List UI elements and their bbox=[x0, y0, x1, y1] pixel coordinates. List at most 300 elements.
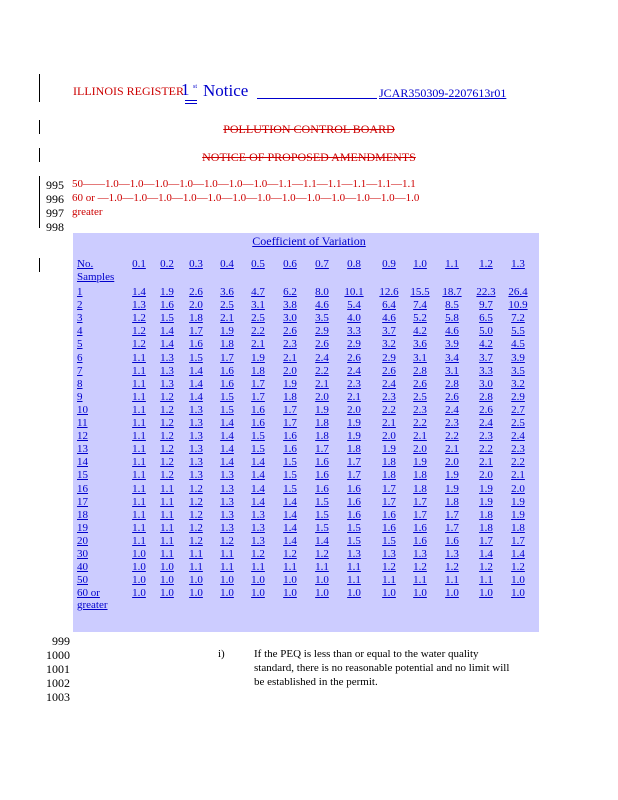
table-cell: 1.3 bbox=[160, 351, 174, 364]
table-cell: 2.1 bbox=[511, 469, 525, 482]
table-cell: 1.3 bbox=[251, 508, 265, 521]
table-cell: 1.3 bbox=[382, 548, 396, 560]
table-cell: 2.3 bbox=[382, 390, 396, 403]
table-cell: 2.4 bbox=[347, 364, 361, 377]
table-cell: 1.9 bbox=[315, 403, 329, 416]
table-cell: 2.2 bbox=[445, 430, 459, 443]
table-cell: 3.0 bbox=[479, 377, 493, 390]
table-cell: 4.5 bbox=[511, 338, 525, 351]
jcar-id: JCAR350309-2207613r01 bbox=[379, 86, 507, 100]
line-number: 1003 bbox=[46, 690, 70, 704]
table-cell: 3.3 bbox=[479, 364, 493, 377]
table-cell: 22.3 bbox=[476, 286, 496, 298]
table-cell: 1.6 bbox=[160, 299, 174, 312]
table-cell: 1.0 bbox=[283, 587, 297, 600]
paragraph-line: If the PEQ is less than or equal to the water quality bbox=[254, 648, 479, 660]
table-cell: 1.9 bbox=[479, 495, 493, 508]
table-cell: 2.9 bbox=[511, 390, 525, 403]
table-cell: 1.5 bbox=[347, 534, 361, 547]
table-cell: 2.4 bbox=[315, 351, 329, 364]
table-cell: 2.2 bbox=[413, 417, 427, 429]
table-cell: 1.8 bbox=[382, 456, 396, 469]
table-cell: 2.5 bbox=[251, 312, 265, 325]
table-cell: 1.4 bbox=[251, 495, 265, 508]
table-cell: 1.1 bbox=[160, 482, 174, 495]
sample-count: 15 bbox=[77, 469, 88, 482]
table-cell: 1.1 bbox=[347, 561, 361, 574]
sample-count: 1 bbox=[77, 286, 83, 298]
table-cell: 2.0 bbox=[479, 469, 493, 482]
table-cell: 3.6 bbox=[413, 338, 427, 351]
table-cell: 1.7 bbox=[283, 417, 297, 429]
table-cell: 1.7 bbox=[283, 403, 297, 416]
table-cell: 1.8 bbox=[251, 364, 265, 377]
table-cell: 1.4 bbox=[189, 364, 203, 377]
table-cell: 1.8 bbox=[283, 390, 297, 403]
table-cell: 5.8 bbox=[445, 312, 459, 325]
table-cell: 5.2 bbox=[413, 312, 427, 325]
table-cell: 1.0 bbox=[479, 587, 493, 600]
table-cell: 1.2 bbox=[511, 561, 525, 574]
table-cell: 1.2 bbox=[189, 534, 203, 547]
table-cell: 1.7 bbox=[347, 456, 361, 469]
table-cell: 1.8 bbox=[413, 469, 427, 482]
table-cell: 1.1 bbox=[132, 495, 146, 508]
table-cell: 1.0 bbox=[132, 587, 146, 600]
sample-count: 17 bbox=[77, 495, 88, 508]
table-cell: 1.3 bbox=[189, 403, 203, 416]
table-cell: 2.0 bbox=[283, 364, 297, 377]
table-cell: 1.3 bbox=[220, 482, 234, 495]
table-cell: 1.5 bbox=[220, 390, 234, 403]
table-cell: 1.4 bbox=[315, 534, 329, 547]
table-cell: 1.2 bbox=[382, 561, 396, 574]
line-number: 997 bbox=[46, 206, 64, 220]
table-cell: 1.0 bbox=[315, 587, 329, 600]
table-cell: 1.0 bbox=[132, 574, 146, 587]
table-cell: 1.6 bbox=[347, 508, 361, 521]
table-cell: 1.2 bbox=[220, 534, 234, 547]
table-cell: 1.4 bbox=[132, 286, 146, 298]
table-cell: 1.0 bbox=[251, 574, 265, 587]
table-cell: 3.3 bbox=[347, 325, 361, 338]
cv-header: 0.5 bbox=[251, 258, 265, 270]
table-cell: 1.6 bbox=[251, 417, 265, 429]
sample-count: 14 bbox=[77, 456, 88, 469]
table-cell: 2.0 bbox=[315, 390, 329, 403]
table-cell: 3.1 bbox=[445, 364, 459, 377]
table-cell: 1.9 bbox=[347, 430, 361, 443]
paragraph-line: standard, there is no reasonable potential and no limit will bbox=[254, 662, 510, 674]
table-cell: 1.1 bbox=[132, 351, 146, 364]
table-cell: 10.9 bbox=[508, 299, 528, 312]
table-cell: 1.6 bbox=[283, 443, 297, 456]
sample-count: 12 bbox=[77, 430, 88, 443]
table-cell: 1.3 bbox=[445, 548, 459, 560]
table-cell: 1.3 bbox=[220, 495, 234, 508]
table-cell: 2.4 bbox=[445, 403, 459, 416]
table-cell: 1.1 bbox=[132, 534, 146, 547]
table-cell: 2.5 bbox=[220, 299, 234, 312]
table-cell: 1.8 bbox=[413, 482, 427, 495]
table-cell: 1.6 bbox=[315, 482, 329, 495]
table-cell: 1.4 bbox=[283, 534, 297, 547]
revision-superscript: st bbox=[193, 84, 198, 90]
table-cell: 1.9 bbox=[283, 377, 297, 390]
corner-label: No. bbox=[77, 258, 94, 270]
table-cell: 1.7 bbox=[251, 377, 265, 390]
table-cell: 1.1 bbox=[132, 482, 146, 495]
table-cell: 4.2 bbox=[413, 325, 427, 338]
table-cell: 1.6 bbox=[445, 534, 459, 547]
table-cell: 1.4 bbox=[283, 521, 297, 534]
sample-count: 19 bbox=[77, 521, 88, 534]
cv-header: 1.1 bbox=[445, 258, 459, 270]
table-cell: 2.2 bbox=[511, 456, 525, 469]
table-cell: 2.4 bbox=[511, 430, 525, 443]
table-cell: 1.8 bbox=[479, 521, 493, 534]
table-cell: 3.7 bbox=[479, 351, 493, 364]
cv-header: 1.2 bbox=[479, 258, 493, 270]
table-cell: 1.2 bbox=[479, 561, 493, 574]
table-cell: 1.4 bbox=[220, 443, 234, 456]
table-cell: 1.1 bbox=[132, 403, 146, 416]
change-bar bbox=[39, 74, 40, 102]
table-cell: 4.7 bbox=[251, 286, 265, 298]
table-cell: 1.3 bbox=[189, 430, 203, 443]
table-cell: 1.8 bbox=[479, 508, 493, 521]
table-cell: 7.4 bbox=[413, 299, 427, 312]
table-cell: 1.6 bbox=[315, 456, 329, 469]
table-title: Coefficient of Variation bbox=[252, 234, 366, 248]
table-cell: 6.5 bbox=[479, 312, 493, 325]
table-cell: 1.2 bbox=[189, 521, 203, 534]
table-cell: 2.6 bbox=[479, 403, 493, 416]
table-cell: 1.5 bbox=[315, 508, 329, 521]
table-cell: 3.1 bbox=[413, 351, 427, 364]
table-cell: 1.0 bbox=[315, 574, 329, 587]
table-cell: 1.3 bbox=[160, 377, 174, 390]
cv-header: 0.6 bbox=[283, 258, 297, 270]
table-cell: 2.1 bbox=[283, 351, 297, 364]
sample-count: 13 bbox=[77, 443, 88, 456]
table-cell: 7.2 bbox=[511, 312, 525, 325]
table-cell: 1.2 bbox=[315, 548, 329, 560]
table-cell: 1.4 bbox=[189, 390, 203, 403]
table-cell: 1.6 bbox=[220, 377, 234, 390]
table-cell: 1.6 bbox=[189, 338, 203, 351]
sample-count: 18 bbox=[77, 508, 88, 521]
table-cell: 1.8 bbox=[315, 417, 329, 429]
sample-count: greater bbox=[77, 599, 108, 612]
table-cell: 1.2 bbox=[160, 417, 174, 429]
table-cell: 1.7 bbox=[445, 521, 459, 534]
table-cell: 6.2 bbox=[283, 286, 297, 298]
table-cell: 1.9 bbox=[445, 482, 459, 495]
revision-number: 1 bbox=[181, 80, 190, 99]
table-cell: 1.1 bbox=[189, 561, 203, 574]
table-cell: 1.5 bbox=[382, 534, 396, 547]
cv-header: 0.4 bbox=[220, 258, 234, 270]
table-cell: 1.0 bbox=[220, 574, 234, 587]
sample-count: 16 bbox=[77, 482, 88, 495]
table-cell: 4.6 bbox=[315, 299, 329, 312]
table-cell: 2.1 bbox=[220, 312, 234, 325]
table-cell: 1.0 bbox=[160, 561, 174, 574]
sample-count: 8 bbox=[77, 377, 83, 390]
table-cell: 1.5 bbox=[251, 430, 265, 443]
table-cell: 1.6 bbox=[413, 521, 427, 534]
table-cell: 1.3 bbox=[220, 508, 234, 521]
table-cell: 10.1 bbox=[344, 286, 364, 298]
notice-title: NOTICE OF PROPOSED AMENDMENTS bbox=[202, 150, 416, 164]
table-cell: 2.0 bbox=[189, 299, 203, 312]
table-cell: 8.0 bbox=[315, 286, 329, 298]
table-cell: 1.2 bbox=[251, 548, 265, 560]
table-cell: 1.1 bbox=[160, 548, 174, 560]
table-cell: 5.0 bbox=[479, 325, 493, 338]
table-cell: 1.3 bbox=[160, 364, 174, 377]
table-cell: 2.2 bbox=[251, 325, 265, 338]
table-cell: 1.4 bbox=[283, 495, 297, 508]
cv-header: 0.2 bbox=[160, 258, 174, 270]
table-cell: 1.9 bbox=[511, 495, 525, 508]
table-cell: 1.2 bbox=[132, 312, 146, 325]
sample-count: 10 bbox=[77, 403, 88, 416]
table-cell: 2.8 bbox=[479, 390, 493, 403]
table-cell: 2.0 bbox=[445, 456, 459, 469]
table-cell: 4.2 bbox=[479, 338, 493, 351]
table-cell: 2.1 bbox=[413, 430, 427, 443]
cv-header: 0.1 bbox=[132, 258, 146, 270]
sample-count: 20 bbox=[77, 534, 88, 547]
table-cell: 3.5 bbox=[315, 312, 329, 325]
table-cell: 1.0 bbox=[160, 587, 174, 600]
table-cell: 4.6 bbox=[445, 325, 459, 338]
table-cell: 1.2 bbox=[413, 561, 427, 574]
table-cell: 3.0 bbox=[283, 312, 297, 325]
table-cell: 1.2 bbox=[160, 390, 174, 403]
table-cell: 1.1 bbox=[251, 561, 265, 574]
table-cell: 1.9 bbox=[511, 508, 525, 521]
table-cell: 15.5 bbox=[410, 286, 430, 298]
table-cell: 3.7 bbox=[382, 325, 396, 338]
table-cell: 1.4 bbox=[160, 325, 174, 338]
table-cell: 2.3 bbox=[283, 338, 297, 351]
agency-name: POLLUTION CONTROL BOARD bbox=[223, 122, 395, 136]
cv-header: 0.3 bbox=[189, 258, 203, 270]
table-cell: 2.3 bbox=[511, 443, 525, 456]
cv-header: 0.9 bbox=[382, 258, 396, 270]
table-cell: 1.2 bbox=[160, 430, 174, 443]
table-cell: 1.5 bbox=[283, 456, 297, 469]
table-cell: 2.8 bbox=[413, 364, 427, 377]
table-cell: 1.2 bbox=[160, 456, 174, 469]
table-cell: 2.6 bbox=[347, 351, 361, 364]
cv-header: 0.7 bbox=[315, 258, 329, 270]
table-cell: 18.7 bbox=[442, 286, 462, 298]
table-cell: 1.3 bbox=[189, 456, 203, 469]
table-cell: 1.7 bbox=[382, 482, 396, 495]
table-cell: 2.1 bbox=[315, 377, 329, 390]
table-cell: 1.5 bbox=[251, 443, 265, 456]
table-cell: 1.6 bbox=[413, 534, 427, 547]
table-cell: 2.4 bbox=[479, 417, 493, 429]
table-cell: 1.1 bbox=[220, 548, 234, 560]
table-cell: 1.8 bbox=[189, 312, 203, 325]
table-cell: 1.7 bbox=[220, 351, 234, 364]
table-cell: 1.1 bbox=[132, 456, 146, 469]
table-cell: 2.6 bbox=[382, 364, 396, 377]
table-cell: 8.5 bbox=[445, 299, 459, 312]
table-cell: 1.0 bbox=[382, 587, 396, 600]
table-cell: 2.2 bbox=[315, 364, 329, 377]
table-cell: 1.5 bbox=[160, 312, 174, 325]
change-bar bbox=[39, 258, 40, 272]
table-cell: 1.1 bbox=[382, 574, 396, 587]
table-cell: 2.9 bbox=[382, 351, 396, 364]
table-cell: 1.9 bbox=[220, 325, 234, 338]
table-cell: 1.6 bbox=[347, 482, 361, 495]
table-cell: 1.6 bbox=[220, 364, 234, 377]
table-cell: 2.8 bbox=[445, 377, 459, 390]
table-cell: 1.3 bbox=[189, 469, 203, 482]
table-cell: 1.3 bbox=[251, 521, 265, 534]
table-cell: 1.9 bbox=[347, 417, 361, 429]
table-cell: 3.8 bbox=[283, 299, 297, 312]
sample-count: 7 bbox=[77, 364, 83, 377]
table-cell: 9.7 bbox=[479, 299, 493, 312]
table-cell: 1.7 bbox=[511, 534, 525, 547]
table-cell: 1.2 bbox=[160, 443, 174, 456]
table-cell: 2.2 bbox=[479, 443, 493, 456]
table-cell: 1.8 bbox=[382, 469, 396, 482]
table-cell: 1.6 bbox=[315, 469, 329, 482]
sample-count: 30 bbox=[77, 548, 88, 560]
paragraph-marker: i) bbox=[218, 648, 225, 660]
sample-count: 9 bbox=[77, 390, 83, 403]
table-cell: 1.0 bbox=[445, 587, 459, 600]
corner-label: Samples bbox=[77, 271, 115, 283]
sample-count: 4 bbox=[77, 325, 83, 338]
table-cell: 1.9 bbox=[445, 469, 459, 482]
sample-count: 3 bbox=[77, 312, 83, 325]
table-cell: 1.3 bbox=[413, 548, 427, 560]
table-cell: 1.7 bbox=[413, 508, 427, 521]
table-cell: 1.8 bbox=[347, 443, 361, 456]
table-cell: 2.6 bbox=[189, 286, 203, 298]
table-cell: 1.6 bbox=[382, 508, 396, 521]
table-cell: 1.8 bbox=[511, 521, 525, 534]
table-cell: 1.1 bbox=[160, 534, 174, 547]
table-cell: 1.0 bbox=[189, 574, 203, 587]
line-number: 999 bbox=[52, 634, 70, 648]
table-cell: 1.5 bbox=[220, 403, 234, 416]
notice-label: Notice bbox=[203, 81, 249, 100]
table-cell: 2.0 bbox=[511, 482, 525, 495]
table-cell: 1.1 bbox=[160, 495, 174, 508]
table-cell: 2.6 bbox=[445, 390, 459, 403]
table-cell: 1.7 bbox=[413, 495, 427, 508]
table-cell: 1.0 bbox=[347, 587, 361, 600]
table-cell: 12.6 bbox=[379, 286, 399, 298]
table-cell: 1.6 bbox=[251, 403, 265, 416]
deleted-row: 50——1.0—1.0—1.0—1.0—1.0—1.0—1.0—1.1—1.1—1.1—1.1—1.1—1.1 bbox=[72, 178, 416, 190]
table-cell: 1.3 bbox=[189, 417, 203, 429]
table-cell: 1.5 bbox=[315, 495, 329, 508]
table-cell: 1.5 bbox=[189, 351, 203, 364]
table-cell: 1.4 bbox=[251, 456, 265, 469]
table-cell: 1.4 bbox=[189, 377, 203, 390]
table-cell: 2.9 bbox=[347, 338, 361, 351]
header-underline bbox=[185, 103, 197, 104]
cv-header: 1.0 bbox=[413, 258, 427, 270]
table-cell: 3.9 bbox=[445, 338, 459, 351]
sample-count: 6 bbox=[77, 351, 83, 364]
line-number: 1000 bbox=[46, 648, 70, 662]
table-cell: 2.6 bbox=[413, 377, 427, 390]
table-cell: 2.5 bbox=[511, 417, 525, 429]
table-cell: 1.1 bbox=[132, 417, 146, 429]
change-bar bbox=[39, 176, 40, 228]
line-number: 1001 bbox=[46, 662, 70, 676]
table-cell: 1.2 bbox=[160, 469, 174, 482]
table-cell: 1.7 bbox=[189, 325, 203, 338]
table-cell: 26.4 bbox=[508, 286, 528, 298]
table-cell: 1.0 bbox=[132, 561, 146, 574]
cv-header: 1.3 bbox=[511, 258, 525, 270]
table-cell: 1.8 bbox=[220, 338, 234, 351]
table-cell: 1.5 bbox=[315, 521, 329, 534]
table-cell: 3.5 bbox=[511, 364, 525, 377]
sample-count: 11 bbox=[77, 417, 88, 429]
table-cell: 1.3 bbox=[220, 469, 234, 482]
line-number: 995 bbox=[46, 178, 64, 192]
table-cell: 1.7 bbox=[479, 534, 493, 547]
table-cell: 1.0 bbox=[511, 574, 525, 587]
table-cell: 2.3 bbox=[413, 403, 427, 416]
table-cell: 1.2 bbox=[189, 482, 203, 495]
deleted-row: greater bbox=[72, 206, 103, 218]
table-cell: 1.1 bbox=[132, 521, 146, 534]
table-cell: 1.0 bbox=[132, 548, 146, 560]
table-cell: 1.3 bbox=[220, 521, 234, 534]
table-cell: 1.9 bbox=[382, 443, 396, 456]
table-cell: 1.9 bbox=[160, 286, 174, 298]
table-cell: 1.7 bbox=[445, 508, 459, 521]
table-cell: 2.6 bbox=[283, 325, 297, 338]
table-cell: 2.5 bbox=[413, 390, 427, 403]
table-cell: 3.2 bbox=[382, 338, 396, 351]
table-cell: 3.9 bbox=[511, 351, 525, 364]
table-cell: 1.0 bbox=[220, 587, 234, 600]
table-cell: 2.0 bbox=[413, 443, 427, 456]
table-cell: 1.4 bbox=[220, 456, 234, 469]
sample-count: 60 or bbox=[77, 587, 100, 600]
table-cell: 1.2 bbox=[445, 561, 459, 574]
table-cell: 1.0 bbox=[283, 574, 297, 587]
table-cell: 1.1 bbox=[132, 469, 146, 482]
table-cell: 5.5 bbox=[511, 325, 525, 338]
table-cell: 1.4 bbox=[511, 548, 525, 560]
line-number: 1002 bbox=[46, 676, 70, 690]
table-cell: 1.4 bbox=[251, 469, 265, 482]
table-cell: 1.1 bbox=[347, 574, 361, 587]
table-cell: 5.4 bbox=[347, 299, 361, 312]
table-cell: 2.0 bbox=[347, 403, 361, 416]
table-cell: 1.0 bbox=[251, 587, 265, 600]
table-cell: 1.2 bbox=[189, 495, 203, 508]
